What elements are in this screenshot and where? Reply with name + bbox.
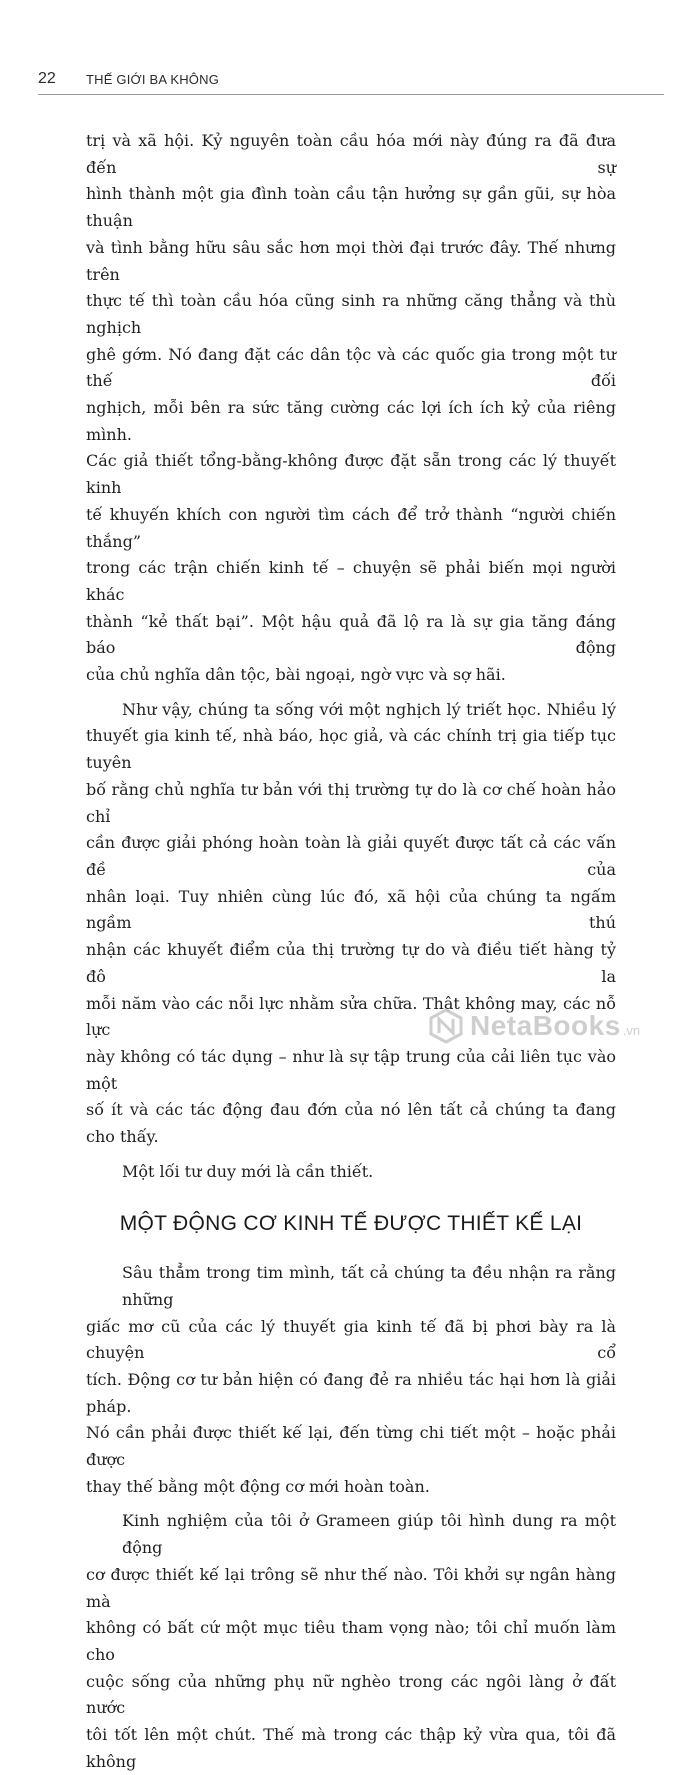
text-line: tôi tốt lên một chút. Thế mà trong các thập kỷ vừa qua, tôi đã không [86,1725,616,1771]
text-line: thực tế thì toàn cầu hóa cũng sinh ra những căng thẳng và thù nghịch [86,291,616,337]
text-line: bố rằng chủ nghĩa tư bản với thị trường tự do là cơ chế hoàn hảo chỉ [86,779,616,826]
text-line: nhận các khuyết điểm của thị trường tự do và điều tiết hàng tỷ đô la [86,940,616,986]
paragraph [86,697,616,1151]
running-title: THẾ GIỚI BA KHÔNG [86,72,220,87]
text-line: Các giả thiết tổng-bằng-không được đặt sẵn trong các lý thuyết kinh [86,451,616,498]
text-line: thành “kẻ thất bại”. Một hậu quả đã lộ ra là sự gia tăng đáng báo động [86,611,616,658]
text-line: Kinh nghiệm của tôi ở Grameen giúp tôi hình dung ra một động [122,1511,616,1558]
text-line: thay thế bằng một động cơ mới hoàn toàn. [86,1476,430,1496]
text-line: số ít và các tác động đau đớn của nó lên tất cả chúng ta đang cho thấy. [86,1100,616,1147]
text-line: cơ được thiết kế lại trông sẽ như thế nào. Tôi khởi sự ngân hàng mà [86,1564,616,1611]
text-line: trị và xã hội. Kỷ nguyên toàn cầu hóa mới này đúng ra đã đưa đến sự [86,131,616,177]
section-heading: MỘT ĐỘNG CƠ KINH TẾ ĐƯỢC THIẾT KẾ LẠI [119,1212,583,1236]
text-line: Một lối tư duy mới là cần thiết. [122,1161,374,1181]
text-line: tích. Động cơ tư bản hiện có đang đẻ ra nhiều tác hại hơn là giải pháp. [86,1369,616,1416]
text-line: và tình bằng hữu sâu sắc hơn mọi thời đại trước đây. Thế nhưng trên [86,237,616,284]
body-text [86,128,616,1775]
text-line: mỗi năm vào các nỗi lực nhằm sửa chữa. Thật không may, các nỗ lực [86,993,616,1040]
text-line: nghịch, mỗi bên ra sức tăng cường các lợi ích ích kỷ của riêng mình. [86,398,616,444]
text-line: không có bất cứ một mục tiêu tham vọng nào; tôi chỉ muốn làm cho [86,1618,616,1664]
text-line: của chủ nghĩa dân tộc, bài ngoại, ngờ vực và sợ hãi. [86,665,506,685]
netabooks-logo-icon [428,1008,464,1044]
text-line: trong các trận chiến kinh tế – chuyện sẽ phải biến mọi người khác [86,558,616,604]
watermark [428,1006,700,1046]
running-header [38,70,664,95]
text-line: Như vậy, chúng ta sống với một nghịch lý triết học. Nhiều lý [122,699,616,719]
text-line: cần được giải phóng hoàn toàn là giải quyết được tất cả các vấn đề của [86,833,616,879]
text-line: thuyết gia kinh tế, nhà báo, học giả, và các chính trị gia tiếp tục tuyên [86,726,616,773]
text-line: Sâu thẳm trong tim mình, tất cả chúng ta đều nhận ra rằng những [122,1263,616,1309]
text-line: giấc mơ cũ của các lý thuyết gia kinh tế đã bị phơi bày ra là chuyện cổ [86,1316,616,1363]
text-line: ghê gớm. Nó đang đặt các dân tộc và các quốc gia trong một tư thế đối [86,344,616,391]
paragraph [86,1508,616,1775]
text-line: tế khuyến khích con người tìm cách để trở thành “người chiến thắng” [86,504,616,551]
text-line: nhân loại. Tuy nhiên cùng lúc đó, xã hội của chúng ta ngấm ngầm thú [86,886,616,933]
text-line: Nó cần phải được thiết kế lại, đến từng chi tiết một – hoặc phải được [86,1423,616,1470]
page-number: 22 [38,70,56,87]
paragraph [86,1159,616,1186]
text-line: cuộc sống của những phụ nữ nghèo trong các ngôi làng ở đất nước [86,1671,616,1718]
watermark-suffix: .vn [622,1023,641,1038]
text-line: hình thành một gia đình toàn cầu tận hưởng sự gần gũi, sự hòa thuận [86,184,616,231]
text-line: này không có tác dụng – như là sự tập trung của cải liên tục vào một [86,1046,616,1093]
paragraph [86,1260,616,1500]
paragraph [86,128,616,689]
watermark-text: NetaBooks [470,1010,621,1041]
